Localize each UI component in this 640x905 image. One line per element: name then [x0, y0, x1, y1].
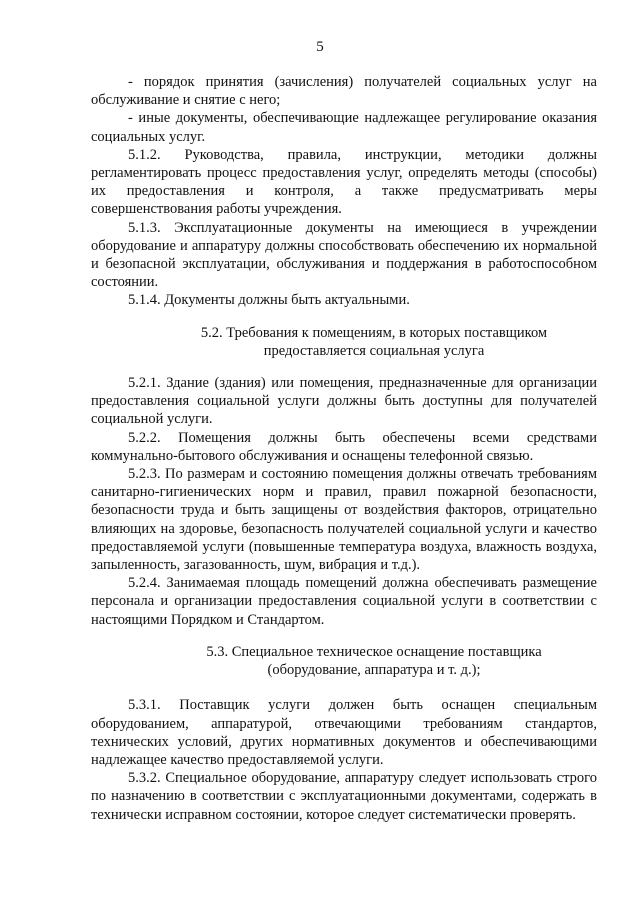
paragraph-5-2-4: 5.2.4. Занимаемая площадь помещений должна обеспечивать размещение персонала и организации предоставления социальной услуги в соответствии с настоящими Порядком и Стандартом. [91, 575, 597, 628]
section-heading-5-3-line2: (оборудование, аппаратура и т. д.); [267, 662, 481, 679]
paragraph-5-3-2: 5.3.2. Специальное оборудование, аппаратуру следует использовать строго по назначению в соответствии с эксплуатационными документами, содержать в технически исправном состоянии, которое следует систематически проверять. [91, 770, 597, 823]
paragraph-admission-order: - порядок принятия (зачисления) получателей социальных услуг на обслуживание и снятие с него; [91, 74, 597, 109]
paragraph-5-1-3: 5.1.3. Эксплуатационные документы на имеющиеся в учреждении оборудование и аппаратуру должны способствовать обеспечению их нормальной и безопасной эксплуатации, обслуживания и поддержания в работоспособном состоянии. [91, 219, 597, 291]
paragraph-5-2-3: 5.2.3. По размерам и состоянию помещения должны отвечать требованиям санитарно-гигиенических норм и правил, правил пожарной безопасности, безопасности труда и быть защищены от воздействия факторов, отрицательно влияющих на здоровье, безопасность получателей социальной услуги и качество предоставляемой услуги (повышенные температура воздуха, влажность воздуха, запыленность, загазованность, шум, вибрация и т.д.). [91, 466, 597, 574]
section-heading-5-3-line1: 5.3. Специальное техническое оснащение поставщика [206, 643, 542, 660]
paragraph-5-3-1: 5.3.1. Поставщик услуги должен быть оснащен специальным оборудованием, аппаратурой, отвечающими требованиям стандартов, технических условий, других нормативных документов и обеспечивающими надлежащее качество предоставляемой услуги. [91, 697, 597, 768]
section-heading-5-2-line1: 5.2. Требования к помещениям, в которых поставщиком [200, 324, 548, 341]
paragraph-5-1-4: 5.1.4. Документы должны быть актуальными. [128, 292, 410, 309]
paragraph-5-2-2: 5.2.2. Помещения должны быть обеспечены всеми средствами коммунально-бытового обслуживания и оснащены телефонной связью. [91, 429, 597, 464]
paragraph-5-1-2: 5.1.2. Руководства, правила, инструкции, методики должны регламентировать процесс предоставления услуг, определять методы (способы) их предоставления и контроля, а также предусматривать меры совершенствования работы учреждения. [91, 146, 597, 218]
document-body [91, 73, 597, 824]
page-number: 5 [316, 39, 324, 55]
paragraph-other-documents: - иные документы, обеспечивающие надлежащее регулирование оказания социальных услуг. [91, 110, 597, 145]
paragraph-5-2-1: 5.2.1. Здание (здания) или помещения, предназначенные для организации предоставления социальной услуги должны быть доступны для получателей социальной услуги. [91, 375, 597, 428]
section-heading-5-2-line2: предоставляется социальная услуга [263, 342, 485, 359]
